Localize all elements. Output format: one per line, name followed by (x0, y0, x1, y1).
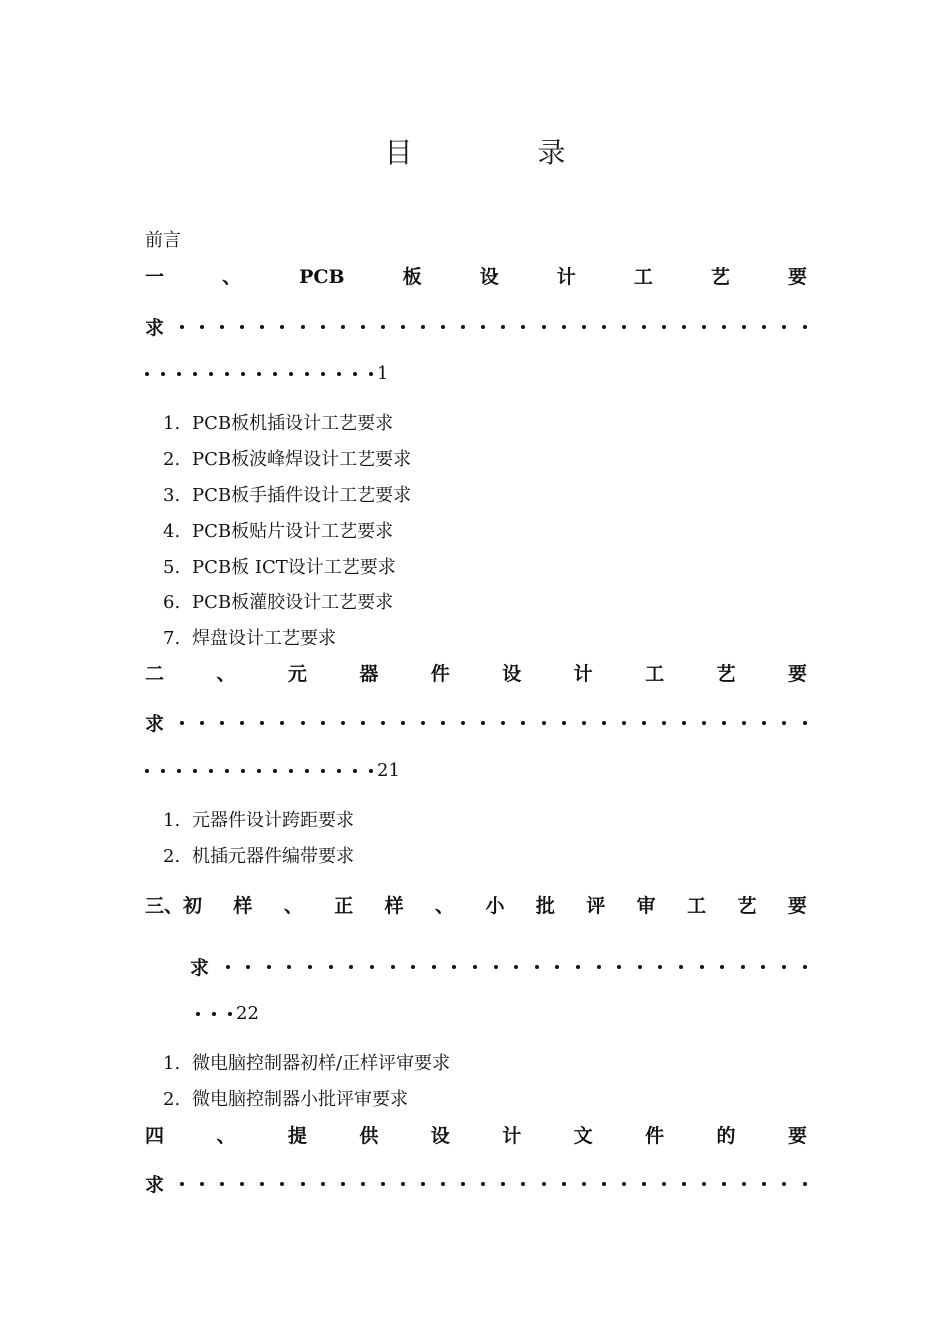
section-1-page-number: 1 (377, 363, 389, 384)
heading-char: 件 (430, 663, 450, 685)
leader-dot (280, 1182, 284, 1186)
section-3-item: 1. 微电脑控制器初样/正样评审要求 (163, 1053, 451, 1074)
leader-dot (521, 325, 525, 329)
heading-char: 设 (430, 1125, 450, 1147)
leader-dot (720, 965, 724, 969)
heading-char: 一 (145, 266, 165, 288)
leader-dot (638, 965, 642, 969)
leader-dot (782, 325, 786, 329)
leader-dot (193, 769, 197, 773)
heading-char: 、 (216, 663, 236, 685)
leader-dot (305, 372, 309, 376)
heading-char: 工 (633, 266, 653, 288)
leader-dot (622, 325, 626, 329)
leader-dot (391, 965, 395, 969)
heading-char: 工 (687, 895, 707, 917)
leader-dot (803, 1182, 807, 1186)
leader-dot (329, 965, 333, 969)
leader-dot (762, 721, 766, 725)
leader-dot (370, 965, 374, 969)
heading-char: 的 (716, 1125, 736, 1147)
heading-char: 样 (233, 895, 253, 917)
leader-dot (240, 325, 244, 329)
leader-dot (461, 1182, 465, 1186)
leader-dot (576, 965, 580, 969)
leader-dot (241, 372, 245, 376)
section-2-dot-leader (145, 709, 807, 736)
leader-dot (602, 325, 606, 329)
leader-dot (321, 1182, 325, 1186)
section-3-dot-leader-end (196, 1003, 858, 1024)
leader-dot (220, 721, 224, 725)
heading-char: 评 (586, 895, 606, 917)
leader-dot (481, 1182, 485, 1186)
leader-dot (501, 721, 505, 725)
leader-dot (421, 1182, 425, 1186)
leader-dot (240, 721, 244, 725)
leader-dot (782, 1182, 786, 1186)
leader-dot (682, 1182, 686, 1186)
leader-dot (180, 325, 184, 329)
section-3-page-number: 22 (236, 1003, 259, 1024)
leader-dot (273, 372, 277, 376)
leader-dot (602, 721, 606, 725)
leader-dot (321, 325, 325, 329)
leader-dot (662, 1182, 666, 1186)
leader-dot (494, 965, 498, 969)
leader-dot (582, 325, 586, 329)
leader-dot (562, 721, 566, 725)
leader-dot (762, 325, 766, 329)
leader-dot (193, 372, 197, 376)
section-4-heading (145, 1121, 807, 1148)
leader-dot (679, 965, 683, 969)
section-1-dot-leader-end (145, 363, 807, 384)
leader-dot (682, 325, 686, 329)
leader-dot (353, 372, 357, 376)
heading-char: 审 (636, 895, 656, 917)
leader-dot (209, 372, 213, 376)
section-1-item: 5. PCB板 ICT设计工艺要求 (163, 557, 396, 578)
section-3-heading-tail: 求 (190, 957, 210, 979)
heading-char: 二 (145, 663, 165, 685)
leader-dot (308, 965, 312, 969)
heading-char: 计 (573, 663, 593, 685)
leader-dot (260, 1182, 264, 1186)
leader-dot (702, 721, 706, 725)
leader-dot (257, 372, 261, 376)
heading-char: 三、初 (145, 895, 203, 917)
leader-dot (461, 325, 465, 329)
leader-dot (273, 769, 277, 773)
section-4-dot-leader (145, 1170, 807, 1197)
leader-dot (642, 721, 646, 725)
leader-dot (177, 372, 181, 376)
leader-dot (257, 769, 261, 773)
heading-char: 要 (787, 1125, 807, 1147)
leader-dot (228, 1012, 232, 1016)
leader-dot (225, 769, 229, 773)
leader-dot (562, 1182, 566, 1186)
leader-dot (514, 965, 518, 969)
leader-dot (702, 325, 706, 329)
heading-char: 、 (216, 1125, 236, 1147)
heading-char: 件 (645, 1125, 665, 1147)
leader-dot (240, 1182, 244, 1186)
leader-dot (180, 721, 184, 725)
preface-entry: 前言 (145, 230, 181, 251)
leader-dot (521, 1182, 525, 1186)
leader-dot (145, 372, 149, 376)
leader-dot (361, 325, 365, 329)
leader-dot (658, 965, 662, 969)
heading-char: 元 (287, 663, 307, 685)
section-3-heading (145, 891, 807, 918)
heading-char: 文 (573, 1125, 593, 1147)
leader-dot (421, 325, 425, 329)
section-2-page-number: 21 (377, 760, 400, 781)
heading-char: 艺 (737, 895, 757, 917)
section-1-dot-leader (145, 313, 807, 340)
leader-dot (662, 721, 666, 725)
leader-dot (353, 769, 357, 773)
heading-char: 小 (485, 895, 505, 917)
leader-dot (803, 721, 807, 725)
section-1-item: 4. PCB板贴片设计工艺要求 (163, 521, 394, 542)
section-3-item: 2. 微电脑控制器小批评审要求 (163, 1089, 408, 1110)
leader-dot (642, 325, 646, 329)
heading-char: 、 (435, 895, 455, 917)
leader-dot (196, 1012, 200, 1016)
leader-dot (702, 1182, 706, 1186)
leader-dot (289, 372, 293, 376)
heading-char: 艺 (716, 663, 736, 685)
section-2-item: 1. 元器件设计跨距要求 (163, 810, 354, 831)
heading-char: PCB (299, 266, 345, 288)
heading-char: 供 (359, 1125, 379, 1147)
leader-dot (212, 1012, 216, 1016)
leader-dot (145, 769, 149, 773)
leader-dot (225, 372, 229, 376)
heading-char: 四 (145, 1125, 165, 1147)
heading-char: 要 (787, 663, 807, 685)
leader-dot (321, 721, 325, 725)
leader-dot (441, 1182, 445, 1186)
leader-dot (401, 721, 405, 725)
leader-dot (803, 965, 807, 969)
leader-dot (782, 965, 786, 969)
section-4-heading-tail: 求 (145, 1174, 165, 1196)
heading-char: 设 (479, 266, 499, 288)
leader-dot (321, 769, 325, 773)
leader-dot (411, 965, 415, 969)
leader-dot (200, 1182, 204, 1186)
leader-dot (782, 721, 786, 725)
leader-dot (722, 1182, 726, 1186)
leader-dot (200, 721, 204, 725)
leader-dot (337, 769, 341, 773)
leader-dot (369, 769, 373, 773)
leader-dot (761, 965, 765, 969)
leader-dot (481, 721, 485, 725)
leader-dot (361, 1182, 365, 1186)
leader-dot (542, 721, 546, 725)
heading-char: 计 (502, 1125, 522, 1147)
heading-char: 工 (645, 663, 665, 685)
section-1-item: 6. PCB板灌胶设计工艺要求 (163, 592, 394, 613)
leader-dot (241, 769, 245, 773)
leader-dot (401, 325, 405, 329)
leader-dot (280, 325, 284, 329)
leader-dot (582, 721, 586, 725)
heading-char: 、 (283, 895, 303, 917)
leader-dot (337, 372, 341, 376)
leader-dot (260, 325, 264, 329)
leader-dot (535, 965, 539, 969)
leader-dot (305, 769, 309, 773)
heading-char: 艺 (710, 266, 730, 288)
leader-dot (226, 965, 230, 969)
leader-dot (301, 721, 305, 725)
leader-dot (452, 965, 456, 969)
leader-dot (555, 965, 559, 969)
leader-dot (381, 721, 385, 725)
leader-dot (287, 965, 291, 969)
heading-char: 设 (502, 663, 522, 685)
leader-dot (597, 965, 601, 969)
leader-dot (369, 372, 373, 376)
section-1-item: 3. PCB板手插件设计工艺要求 (163, 485, 412, 506)
leader-dot (280, 721, 284, 725)
leader-dot (341, 325, 345, 329)
heading-char: 器 (359, 663, 379, 685)
leader-dot (803, 325, 807, 329)
leader-dot (220, 1182, 224, 1186)
leader-dot (321, 372, 325, 376)
leader-dot (662, 325, 666, 329)
leader-dot (542, 1182, 546, 1186)
leader-dot (361, 721, 365, 725)
leader-dot (582, 1182, 586, 1186)
leader-dot (622, 721, 626, 725)
section-2-heading-tail: 求 (145, 713, 165, 735)
leader-dot (742, 721, 746, 725)
leader-dot (700, 965, 704, 969)
section-1-heading-tail: 求 (145, 317, 165, 339)
heading-char: 样 (384, 895, 404, 917)
section-2-heading (145, 659, 807, 686)
heading-char: 正 (334, 895, 354, 917)
leader-dot (473, 965, 477, 969)
leader-dot (461, 721, 465, 725)
section-1-item: 1. PCB板机插设计工艺要求 (163, 413, 394, 434)
leader-dot (289, 769, 293, 773)
leader-dot (481, 325, 485, 329)
leader-dot (421, 721, 425, 725)
leader-dot (161, 769, 165, 773)
section-1-heading (145, 262, 807, 289)
section-1-item: 7. 焊盘设计工艺要求 (163, 628, 336, 649)
leader-dot (220, 325, 224, 329)
leader-dot (617, 965, 621, 969)
leader-dot (722, 325, 726, 329)
leader-dot (682, 721, 686, 725)
leader-dot (180, 1182, 184, 1186)
leader-dot (501, 325, 505, 329)
leader-dot (381, 325, 385, 329)
leader-dot (441, 721, 445, 725)
heading-char: 批 (535, 895, 555, 917)
section-2-item: 2. 机插元器件编带要求 (163, 846, 354, 867)
leader-dot (441, 325, 445, 329)
leader-dot (267, 965, 271, 969)
leader-dot (722, 721, 726, 725)
leader-dot (301, 1182, 305, 1186)
leader-dot (742, 325, 746, 329)
heading-char: 要 (787, 895, 807, 917)
leader-dot (642, 1182, 646, 1186)
leader-dot (562, 325, 566, 329)
leader-dot (341, 721, 345, 725)
leader-dot (200, 325, 204, 329)
leader-dot (246, 965, 250, 969)
leader-dot (622, 1182, 626, 1186)
leader-dot (521, 721, 525, 725)
leader-dot (177, 769, 181, 773)
leader-dot (501, 1182, 505, 1186)
section-3-dot-leader (190, 953, 807, 980)
leader-dot (542, 325, 546, 329)
leader-dot (762, 1182, 766, 1186)
leader-dot (401, 1182, 405, 1186)
leader-dot (381, 1182, 385, 1186)
leader-dot (742, 1182, 746, 1186)
leader-dot (432, 965, 436, 969)
leader-dot (301, 325, 305, 329)
leader-dot (260, 721, 264, 725)
leader-dot (349, 965, 353, 969)
section-1-item: 2. PCB板波峰焊设计工艺要求 (163, 449, 412, 470)
leader-dot (602, 1182, 606, 1186)
heading-char: 板 (402, 266, 422, 288)
heading-char: 、 (222, 266, 242, 288)
heading-char: 要 (787, 266, 807, 288)
leader-dot (161, 372, 165, 376)
leader-dot (741, 965, 745, 969)
page-title: 目 录 (384, 136, 624, 169)
leader-dot (341, 1182, 345, 1186)
leader-dot (209, 769, 213, 773)
section-2-dot-leader-end (145, 760, 807, 781)
heading-char: 提 (287, 1125, 307, 1147)
heading-char: 计 (556, 266, 576, 288)
